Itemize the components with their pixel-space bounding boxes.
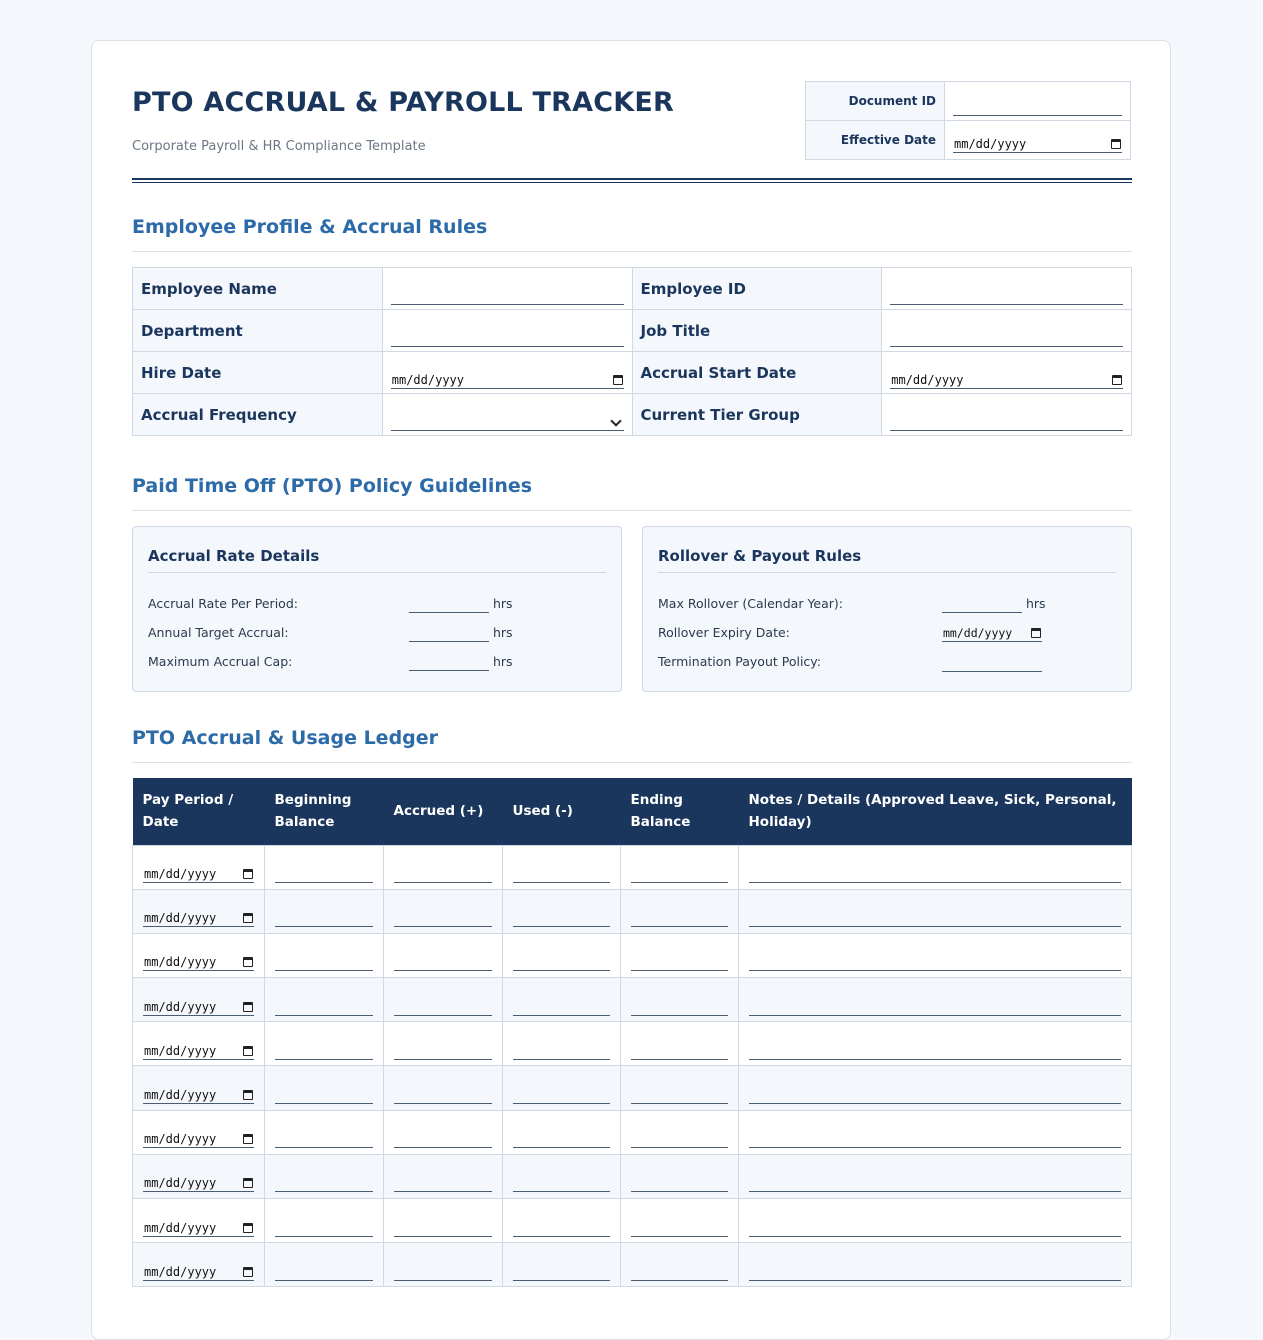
- notes-details-field[interactable]: [749, 1130, 1121, 1148]
- pay-period-date-field[interactable]: [143, 1219, 254, 1237]
- calendar-icon[interactable]: [1112, 375, 1122, 385]
- table-row: [133, 1022, 1132, 1066]
- ending-balance-cell: [621, 1243, 739, 1287]
- rollover-expiry-date-placeholder: mm/dd/yyyy: [943, 626, 1013, 640]
- section-title-policy: Paid Time Off (PTO) Policy Guidelines: [132, 475, 533, 497]
- ending-balance-field[interactable]: [631, 998, 728, 1016]
- accrual-rate-per-period-field[interactable]: [409, 597, 489, 613]
- ending-balance-cell: [621, 889, 739, 933]
- hrs-unit: hrs: [493, 654, 513, 669]
- accrual-start-date-label: Accrual Start Date: [632, 352, 882, 394]
- beginning-balance-cell: [265, 933, 384, 977]
- used-field[interactable]: [513, 998, 610, 1016]
- ending-balance-field[interactable]: [631, 1174, 728, 1192]
- col-beginning-balance: Beginning Balance: [265, 778, 384, 845]
- calendar-icon[interactable]: [243, 1090, 253, 1100]
- used-field[interactable]: [513, 1130, 610, 1148]
- beginning-balance-field[interactable]: [275, 1086, 373, 1104]
- ending-balance-field[interactable]: [631, 1130, 728, 1148]
- accrued-field[interactable]: [394, 998, 492, 1016]
- card-divider: [148, 572, 606, 573]
- accrued-field[interactable]: [394, 1219, 492, 1237]
- beginning-balance-field[interactable]: [275, 998, 373, 1016]
- beginning-balance-field[interactable]: [275, 1042, 373, 1060]
- document-id-label: Document ID: [806, 82, 945, 121]
- calendar-icon[interactable]: [1111, 139, 1121, 149]
- used-field[interactable]: [513, 1219, 610, 1237]
- notes-details-field[interactable]: [749, 909, 1121, 927]
- document-id-field[interactable]: [953, 98, 1122, 116]
- used-cell: [503, 1243, 621, 1287]
- date-placeholder: mm/dd/yyyy: [144, 1176, 217, 1191]
- used-cell: [503, 889, 621, 933]
- pay-period-date-field[interactable]: [143, 953, 254, 971]
- calendar-icon[interactable]: [243, 1134, 253, 1144]
- calendar-icon[interactable]: [1031, 628, 1041, 638]
- accrued-field[interactable]: [394, 909, 492, 927]
- calendar-icon[interactable]: [243, 1002, 253, 1012]
- section-divider: [132, 762, 1132, 763]
- notes-details-field[interactable]: [749, 1263, 1121, 1281]
- beginning-balance-field[interactable]: [275, 865, 373, 883]
- calendar-icon[interactable]: [243, 1267, 253, 1277]
- col-pay-period-date: Pay Period / Date: [133, 778, 265, 845]
- beginning-balance-cell: [265, 1154, 384, 1198]
- job-title-field[interactable]: [890, 329, 1123, 347]
- beginning-balance-field[interactable]: [275, 1263, 373, 1281]
- ending-balance-cell: [621, 1022, 739, 1066]
- beginning-balance-field[interactable]: [275, 1130, 373, 1148]
- table-row: [133, 1066, 1132, 1110]
- notes-details-field[interactable]: [749, 1174, 1121, 1192]
- form-sheet: [91, 40, 1171, 1340]
- accrued-cell: [384, 1199, 503, 1243]
- pay-period-date-cell: [133, 845, 265, 889]
- used-field[interactable]: [513, 909, 610, 927]
- rollover-expiry-date-field[interactable]: [942, 624, 1042, 642]
- used-cell: [503, 1154, 621, 1198]
- pay-period-date-field[interactable]: [143, 1042, 254, 1060]
- employee-name-field[interactable]: [391, 287, 624, 305]
- pay-period-date-cell: [133, 1199, 265, 1243]
- hire-date-field[interactable]: [391, 371, 624, 389]
- accrued-cell: [384, 978, 503, 1022]
- ending-balance-field[interactable]: [631, 865, 728, 883]
- col-ending-balance: Ending Balance: [621, 778, 739, 845]
- used-cell: [503, 1066, 621, 1110]
- employee-profile-table: [132, 267, 1132, 436]
- notes-details-cell: [739, 1022, 1132, 1066]
- col-notes-details: Notes / Details (Approved Leave, Sick, Personal, Holiday): [739, 778, 1132, 845]
- pay-period-date-field[interactable]: [143, 909, 254, 927]
- accrual-rate-per-period-label: Accrual Rate Per Period:: [148, 596, 298, 611]
- used-field[interactable]: [513, 1086, 610, 1104]
- accrual-rate-card-title: Accrual Rate Details: [148, 547, 320, 565]
- pay-period-date-field[interactable]: [143, 1174, 254, 1192]
- table-row: [133, 1243, 1132, 1287]
- used-cell: [503, 1022, 621, 1066]
- hrs-unit: hrs: [493, 625, 513, 640]
- ending-balance-field[interactable]: [631, 909, 728, 927]
- calendar-icon[interactable]: [243, 869, 253, 879]
- used-field[interactable]: [513, 1174, 610, 1192]
- ending-balance-field[interactable]: [631, 953, 728, 971]
- pay-period-date-field[interactable]: [143, 998, 254, 1016]
- rollover-expiry-date-label: Rollover Expiry Date:: [658, 625, 790, 640]
- table-row: [133, 845, 1132, 889]
- ending-balance-cell: [621, 1199, 739, 1243]
- accrual-frequency-select[interactable]: [391, 413, 624, 431]
- notes-details-field[interactable]: [749, 1219, 1121, 1237]
- effective-date-field[interactable]: [953, 135, 1122, 153]
- accrued-field[interactable]: [394, 1263, 492, 1281]
- notes-details-cell: [739, 1066, 1132, 1110]
- used-cell: [503, 933, 621, 977]
- accrued-cell: [384, 1066, 503, 1110]
- table-row: [133, 933, 1132, 977]
- table-row: [133, 1199, 1132, 1243]
- ending-balance-cell: [621, 1110, 739, 1154]
- accrual-rate-card: [132, 526, 622, 692]
- pay-period-date-field[interactable]: [143, 1086, 254, 1104]
- accrued-cell: [384, 933, 503, 977]
- beginning-balance-cell: [265, 1022, 384, 1066]
- beginning-balance-field[interactable]: [275, 953, 373, 971]
- accrued-field[interactable]: [394, 1174, 492, 1192]
- beginning-balance-cell: [265, 1243, 384, 1287]
- ending-balance-field[interactable]: [631, 1219, 728, 1237]
- accrual-start-date-field[interactable]: [890, 371, 1123, 389]
- accrued-cell: [384, 889, 503, 933]
- section-title-ledger: PTO Accrual & Usage Ledger: [132, 727, 439, 749]
- pay-period-date-field[interactable]: [143, 865, 254, 883]
- pay-period-date-field[interactable]: [143, 1130, 254, 1148]
- pay-period-date-cell: [133, 1110, 265, 1154]
- beginning-balance-cell: [265, 1199, 384, 1243]
- accrued-field[interactable]: [394, 1042, 492, 1060]
- calendar-icon[interactable]: [243, 1223, 253, 1233]
- notes-details-cell: [739, 889, 1132, 933]
- accrual-frequency-label: Accrual Frequency: [133, 394, 383, 436]
- col-accrued: Accrued (+): [384, 778, 503, 845]
- used-field[interactable]: [513, 953, 610, 971]
- accrued-cell: [384, 1022, 503, 1066]
- rollover-payout-card-title: Rollover & Payout Rules: [658, 547, 862, 565]
- ending-balance-field[interactable]: [631, 1263, 728, 1281]
- header-divider-thin: [132, 182, 1132, 183]
- employee-id-field[interactable]: [890, 287, 1123, 305]
- notes-details-field[interactable]: [749, 998, 1121, 1016]
- termination-payout-policy-field[interactable]: [942, 656, 1042, 672]
- hrs-unit: hrs: [493, 596, 513, 611]
- hire-date-label: Hire Date: [133, 352, 383, 394]
- max-rollover-field[interactable]: [942, 597, 1022, 613]
- page-subtitle: Corporate Payroll & HR Compliance Template: [132, 139, 426, 154]
- document-meta-box: [805, 81, 1131, 160]
- department-field[interactable]: [391, 329, 624, 347]
- effective-date-label: Effective Date: [806, 121, 945, 160]
- accrued-cell: [384, 845, 503, 889]
- beginning-balance-field[interactable]: [275, 1174, 373, 1192]
- date-placeholder: mm/dd/yyyy: [144, 1220, 217, 1235]
- calendar-icon[interactable]: [243, 1046, 253, 1056]
- employee-id-label: Employee ID: [632, 268, 882, 310]
- calendar-icon[interactable]: [613, 375, 623, 385]
- used-field[interactable]: [513, 1042, 610, 1060]
- accrued-field[interactable]: [394, 865, 492, 883]
- department-label: Department: [133, 310, 383, 352]
- table-row: [133, 1110, 1132, 1154]
- annual-target-accrual-field[interactable]: [409, 626, 489, 642]
- beginning-balance-cell: [265, 978, 384, 1022]
- date-placeholder: mm/dd/yyyy: [144, 1132, 217, 1147]
- accrued-field[interactable]: [394, 953, 492, 971]
- notes-details-cell: [739, 1199, 1132, 1243]
- calendar-icon[interactable]: [243, 957, 253, 967]
- effective-date-placeholder: mm/dd/yyyy: [954, 137, 1027, 151]
- accrued-cell: [384, 1243, 503, 1287]
- notes-details-field[interactable]: [749, 1042, 1121, 1060]
- used-cell: [503, 1199, 621, 1243]
- pay-period-date-field[interactable]: [143, 1263, 254, 1281]
- used-cell: [503, 1110, 621, 1154]
- ending-balance-cell: [621, 1066, 739, 1110]
- section-divider: [132, 251, 1132, 252]
- maximum-accrual-cap-field[interactable]: [409, 655, 489, 671]
- notes-details-cell: [739, 1154, 1132, 1198]
- ending-balance-cell: [621, 1154, 739, 1198]
- notes-details-field[interactable]: [749, 953, 1121, 971]
- beginning-balance-cell: [265, 889, 384, 933]
- calendar-icon[interactable]: [243, 1178, 253, 1188]
- accrued-cell: [384, 1110, 503, 1154]
- date-placeholder: mm/dd/yyyy: [144, 1043, 217, 1058]
- date-placeholder: mm/dd/yyyy: [144, 1088, 217, 1103]
- notes-details-cell: [739, 978, 1132, 1022]
- notes-details-cell: [739, 845, 1132, 889]
- used-cell: [503, 845, 621, 889]
- beginning-balance-cell: [265, 1110, 384, 1154]
- notes-details-cell: [739, 933, 1132, 977]
- date-placeholder: mm/dd/yyyy: [144, 867, 217, 882]
- current-tier-group-label: Current Tier Group: [632, 394, 882, 436]
- ending-balance-cell: [621, 978, 739, 1022]
- termination-payout-policy-label: Termination Payout Policy:: [658, 654, 822, 669]
- beginning-balance-field[interactable]: [275, 1219, 373, 1237]
- used-cell: [503, 978, 621, 1022]
- current-tier-group-field[interactable]: [890, 413, 1123, 431]
- notes-details-field[interactable]: [749, 865, 1121, 883]
- employee-name-label: Employee Name: [133, 268, 383, 310]
- hrs-unit: hrs: [1026, 596, 1046, 611]
- date-placeholder: mm/dd/yyyy: [144, 955, 217, 970]
- pay-period-date-cell: [133, 978, 265, 1022]
- accrued-field[interactable]: [394, 1086, 492, 1104]
- ledger-header-row: [133, 778, 1132, 845]
- date-placeholder: mm/dd/yyyy: [144, 1264, 217, 1279]
- pay-period-date-cell: [133, 933, 265, 977]
- date-placeholder: mm/dd/yyyy: [144, 911, 217, 926]
- calendar-icon[interactable]: [243, 913, 253, 923]
- pay-period-date-cell: [133, 1066, 265, 1110]
- ending-balance-field[interactable]: [631, 1042, 728, 1060]
- table-row: [133, 1154, 1132, 1198]
- pay-period-date-cell: [133, 1243, 265, 1287]
- used-field[interactable]: [513, 865, 610, 883]
- accrued-field[interactable]: [394, 1130, 492, 1148]
- rollover-payout-card: [642, 526, 1132, 692]
- section-title-profile: Employee Profile & Accrual Rules: [132, 216, 488, 238]
- pay-period-date-cell: [133, 1154, 265, 1198]
- beginning-balance-field[interactable]: [275, 909, 373, 927]
- notes-details-cell: [739, 1243, 1132, 1287]
- ending-balance-field[interactable]: [631, 1086, 728, 1104]
- date-placeholder: mm/dd/yyyy: [144, 999, 217, 1014]
- beginning-balance-cell: [265, 1066, 384, 1110]
- job-title-label: Job Title: [632, 310, 882, 352]
- pay-period-date-cell: [133, 1022, 265, 1066]
- chevron-down-icon[interactable]: [610, 415, 621, 426]
- card-divider: [658, 572, 1116, 573]
- table-row: [133, 889, 1132, 933]
- beginning-balance-cell: [265, 845, 384, 889]
- col-used: Used (-): [503, 778, 621, 845]
- used-field[interactable]: [513, 1263, 610, 1281]
- section-divider: [132, 510, 1132, 511]
- page-title: PTO ACCRUAL & PAYROLL TRACKER: [132, 87, 675, 118]
- maximum-accrual-cap-label: Maximum Accrual Cap:: [148, 654, 293, 669]
- max-rollover-label: Max Rollover (Calendar Year):: [658, 596, 843, 611]
- pto-ledger-table: [132, 778, 1132, 1287]
- accrued-cell: [384, 1154, 503, 1198]
- table-row: [133, 978, 1132, 1022]
- ledger-body: [133, 845, 1132, 1287]
- pay-period-date-cell: [133, 889, 265, 933]
- notes-details-field[interactable]: [749, 1086, 1121, 1104]
- accrual-start-date-placeholder: mm/dd/yyyy: [891, 372, 964, 387]
- ending-balance-cell: [621, 933, 739, 977]
- annual-target-accrual-label: Annual Target Accrual:: [148, 625, 289, 640]
- notes-details-cell: [739, 1110, 1132, 1154]
- ending-balance-cell: [621, 845, 739, 889]
- hire-date-placeholder: mm/dd/yyyy: [391, 372, 464, 387]
